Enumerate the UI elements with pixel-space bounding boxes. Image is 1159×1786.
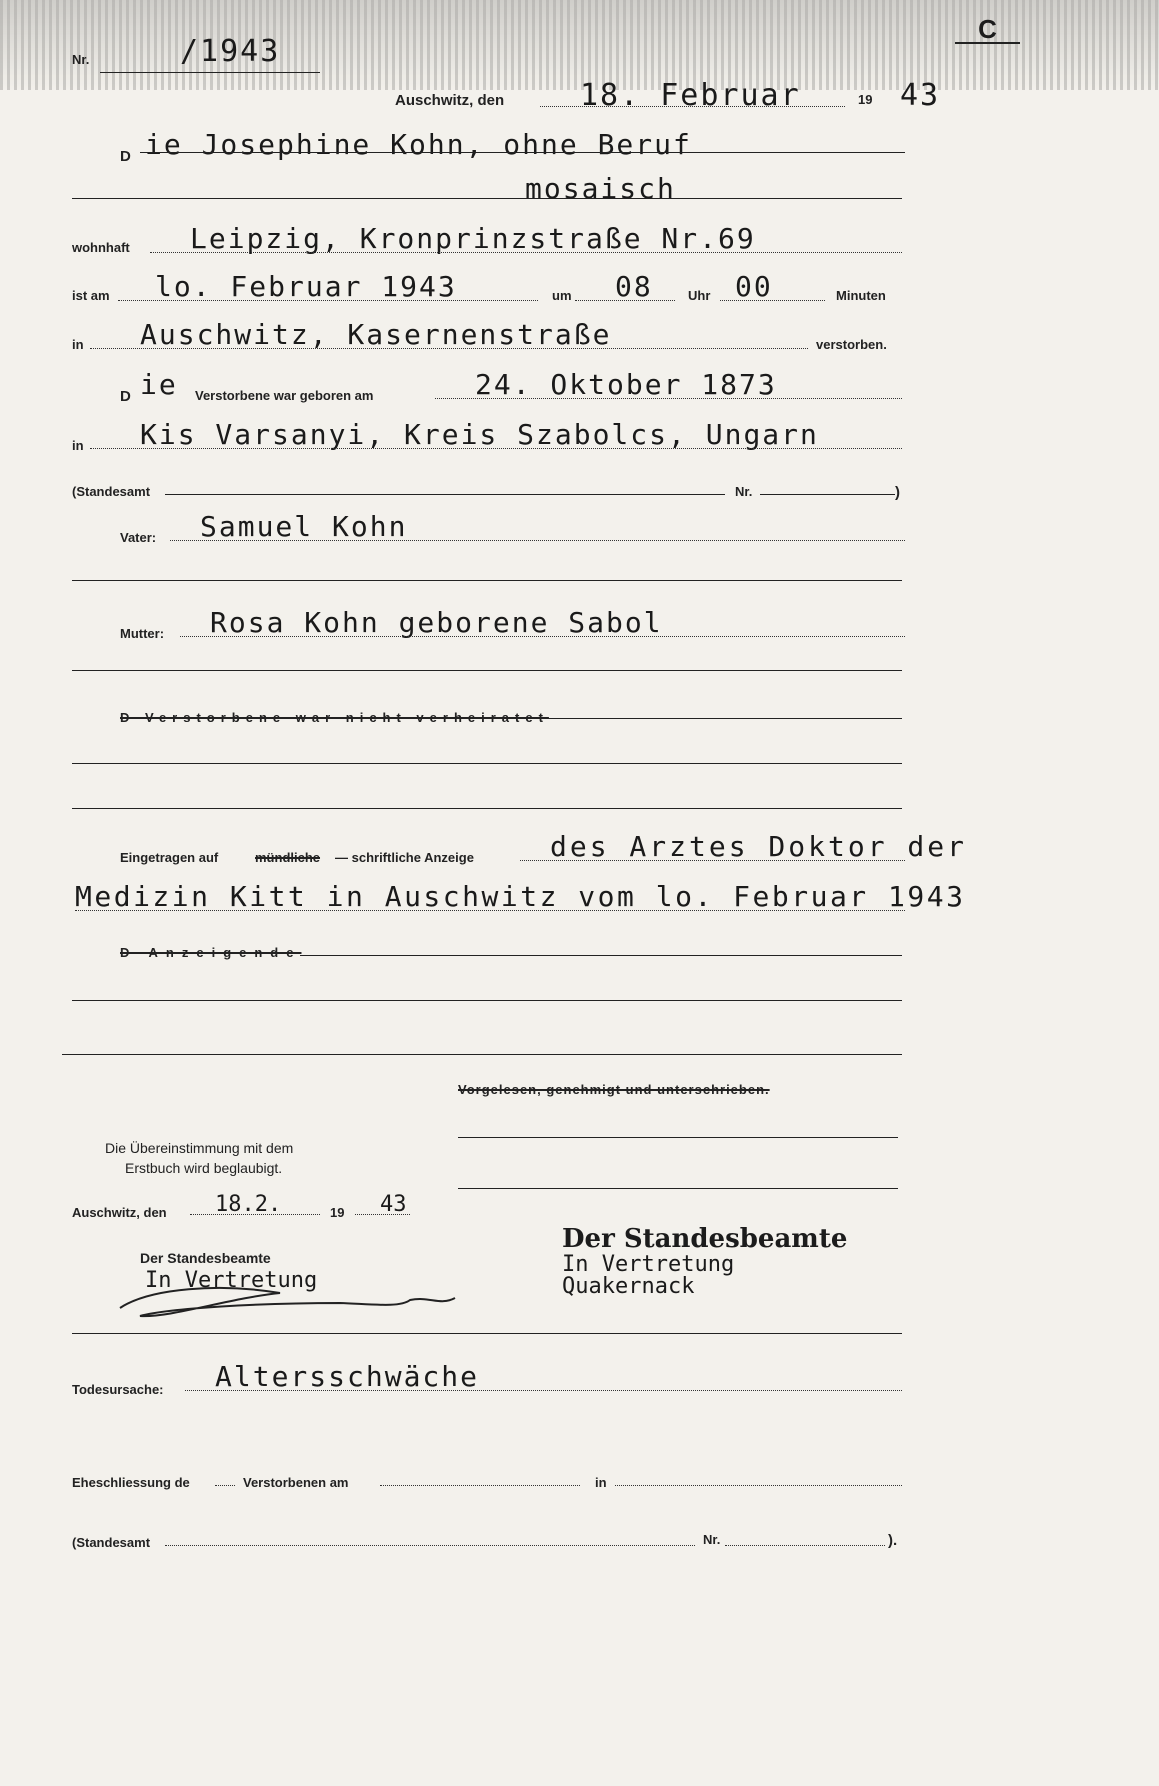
read-label: Vorgelesen, genehmigt und unterschrieben. — [458, 1082, 770, 1097]
cert-date-value: 18.2. — [215, 1192, 282, 1217]
born-ie-label: ie — [140, 368, 178, 401]
died-on-label: ist am — [72, 288, 110, 303]
registration-struck: mündliche — [255, 850, 321, 865]
cause-value: Altersschwäche — [215, 1360, 480, 1393]
marriage-text: D Verstorbene war nicht verheiratet — [120, 710, 549, 725]
cert-year-prefix: 19 — [330, 1205, 345, 1220]
born-d-label: D — [120, 388, 131, 405]
cert-line2: Erstbuch wird beglaubigt. — [125, 1160, 283, 1176]
name-line: ie Josephine Kohn, ohne Beruf — [145, 128, 692, 161]
birthplace-value: Kis Varsanyi, Kreis Szabolcs, Ungarn — [140, 418, 819, 451]
standesamt-close: ) — [895, 484, 900, 501]
standesamt-label: (Standesamt — [72, 484, 151, 499]
uhr-label: Uhr — [688, 288, 711, 303]
residence-value: Leipzig, Kronprinzstraße Nr.69 — [190, 222, 756, 255]
minute-value: 00 — [735, 270, 773, 303]
anzeigende-label: D Anzeigende — [120, 945, 302, 960]
standesbeamte-title: Der Standesbeamte — [562, 1224, 848, 1254]
date-value: 18. Februar — [580, 78, 801, 113]
born-label: Verstorbene war geboren am — [195, 388, 374, 403]
minuten-label: Minuten — [836, 288, 886, 303]
standesbeamte-line1: In Vertretung — [562, 1252, 735, 1277]
handwritten-signature — [110, 1278, 470, 1328]
footer-close: ). — [888, 1532, 898, 1549]
standesbeamte-line2: Quakernack — [562, 1274, 695, 1299]
cert-vertretung: In Vertretung — [145, 1268, 318, 1293]
mother-value: Rosa Kohn geborene Sabol — [210, 606, 663, 639]
death-place-in-label: in — [72, 337, 84, 352]
registration-prefix: Eingetragen auf — [120, 850, 219, 865]
father-label: Vater: — [120, 530, 157, 545]
cause-label: Todesursache: — [72, 1382, 164, 1397]
standesamt-nr-label: Nr. — [735, 484, 753, 499]
registration-value-2: Medizin Kitt in Auschwitz vom lo. Februar 1943 — [75, 880, 966, 913]
year-prefix: 19 — [858, 92, 873, 107]
year-value: 43 — [900, 78, 941, 113]
footer-standesamt-label: (Standesamt — [72, 1535, 151, 1550]
nr-value: /1943 — [180, 34, 281, 69]
born-value: 24. Oktober 1873 — [475, 368, 777, 401]
footer-marriage-label: Eheschliessung de — [72, 1475, 190, 1490]
residence-label: wohnhaft — [72, 240, 130, 255]
registration-suffix: — schriftliche Anzeige — [335, 850, 474, 865]
cert-year-value: 43 — [380, 1192, 407, 1217]
father-value: Samuel Kohn — [200, 510, 408, 543]
corner-mark: C — [955, 14, 1020, 44]
place-date-label: Auschwitz, den — [395, 92, 505, 109]
verstorben-label: verstorben. — [816, 337, 887, 352]
cert-title: Der Standesbeamte — [140, 1250, 271, 1266]
um-label: um — [552, 288, 572, 303]
registration-value-1: des Arztes Doktor der — [550, 830, 968, 863]
died-on-value: lo. Februar 1943 — [155, 270, 457, 303]
cert-line1: Die Übereinstimmung mit dem — [105, 1140, 294, 1156]
religion: mosaisch — [525, 172, 676, 205]
birthplace-label: in — [72, 438, 84, 453]
footer-marriage-mid: Verstorbenen am — [243, 1475, 349, 1490]
d-label: D — [120, 148, 131, 165]
cert-place-label: Auschwitz, den — [72, 1205, 167, 1220]
footer-in-label: in — [595, 1475, 607, 1490]
death-place: Auschwitz, Kasernenstraße — [140, 318, 612, 351]
mother-label: Mutter: — [120, 626, 165, 641]
hour-value: 08 — [615, 270, 653, 303]
footer-nr-label: Nr. — [703, 1532, 721, 1547]
nr-label: Nr. — [72, 52, 90, 67]
